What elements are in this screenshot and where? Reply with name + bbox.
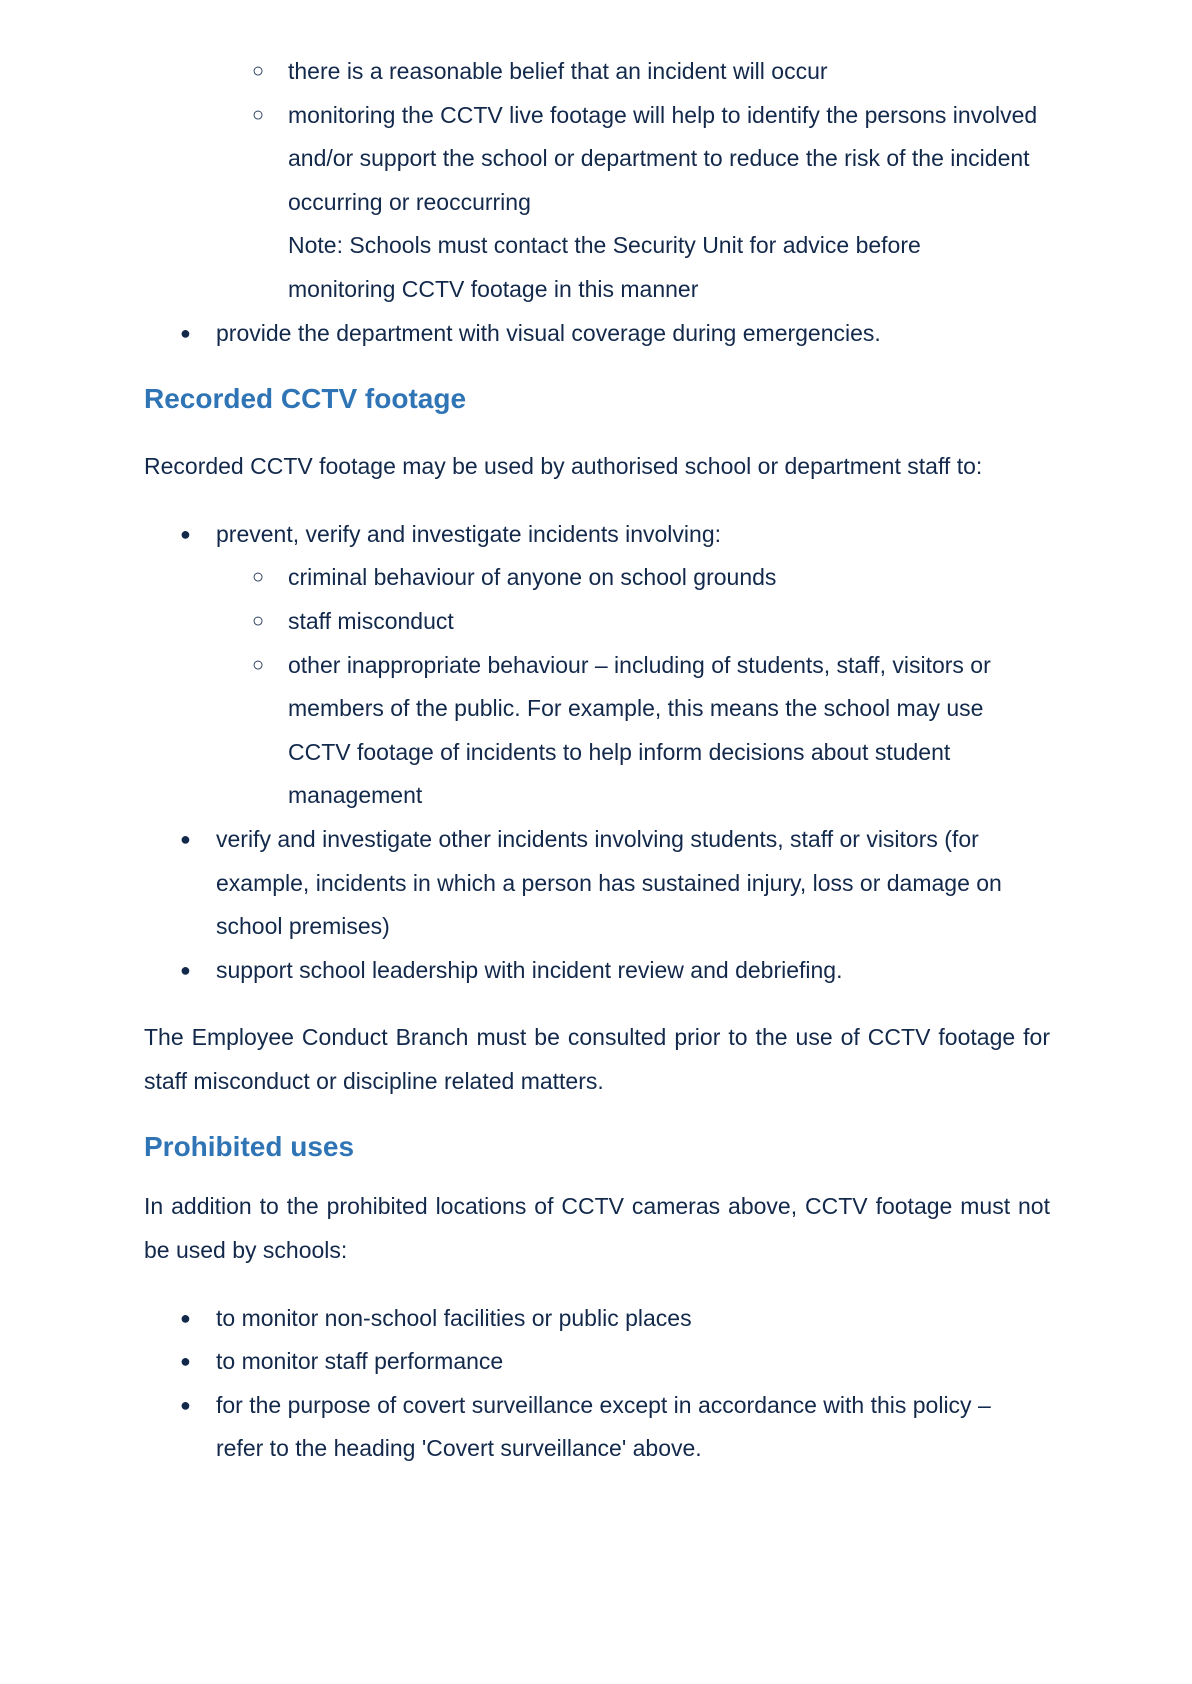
hollow-bullet-icon: ○ xyxy=(252,103,265,126)
list-item: ● support school leadership with incident review and debriefing. xyxy=(144,949,1050,993)
hollow-bullet-icon: ○ xyxy=(252,609,265,632)
recorded-intro: Recorded CCTV footage may be used by authorised school or department staff to: xyxy=(144,453,983,480)
list-item: ○ other inappropriate behaviour – including of students, staff, visitors or members of the public. For example, this means the school may use CCTV footage of incidents to help inform decisions about student management xyxy=(144,644,1050,818)
section-heading-prohibited: Prohibited uses xyxy=(144,1131,355,1163)
list-item: ○ there is a reasonable belief that an incident will occur xyxy=(144,50,1050,94)
prohibited-uses-list xyxy=(144,1297,1050,1471)
document-page xyxy=(144,50,1050,1471)
note-text: Note: Schools must contact the Security Unit for advice before monitoring CCTV footage in this manner xyxy=(288,232,921,302)
list-item: ● for the purpose of covert surveillance except in accordance with this policy – refer to the heading 'Covert surveillance' above. xyxy=(144,1384,1050,1471)
filled-bullet-icon: ● xyxy=(180,322,191,343)
list-item: ● prevent, verify and investigate incidents involving: xyxy=(144,513,1050,557)
list-item: ○ staff misconduct xyxy=(144,600,1050,644)
hollow-bullet-icon: ○ xyxy=(252,60,265,82)
list-item: ● verify and investigate other incidents involving students, staff or visitors (for example, incidents in which a person has sustained injury, loss or damage on school premises) xyxy=(144,818,1050,949)
filled-bullet-icon: ● xyxy=(180,1307,191,1328)
list-item: ○ criminal behaviour of anyone on school grounds xyxy=(144,556,1050,600)
list-item: ● to monitor staff performance xyxy=(144,1340,1050,1384)
list-item: ● to monitor non-school facilities or public places xyxy=(144,1297,1050,1341)
filled-bullet-icon: ● xyxy=(180,1394,191,1415)
filled-bullet-icon: ● xyxy=(180,523,191,544)
filled-bullet-icon: ● xyxy=(180,959,191,980)
list-item: ○ monitoring the CCTV live footage will help to identify the persons involved and/or support the school or department to reduce the risk of the incident occurring or reoccurring Note: Schools must contact the Security Unit for advice before monitoring CCTV footage in this manner xyxy=(144,94,1050,312)
filled-bullet-icon: ● xyxy=(180,828,191,849)
hollow-bullet-icon: ○ xyxy=(252,566,265,589)
recorded-uses-list xyxy=(144,513,1050,993)
live-footage-list xyxy=(144,50,1050,355)
prohibited-intro: In addition to the prohibited locations of CCTV cameras above, CCTV footage must not be used by schools: xyxy=(144,1193,1050,1264)
filled-bullet-icon: ● xyxy=(180,1351,191,1372)
section-heading-recorded: Recorded CCTV footage xyxy=(144,383,467,415)
employee-conduct-paragraph: The Employee Conduct Branch must be consulted prior to the use of CCTV footage for staff misconduct or discipline related matters. xyxy=(144,1024,1050,1094)
hollow-bullet-icon: ○ xyxy=(252,653,265,676)
list-item: ● provide the department with visual coverage during emergencies. xyxy=(144,312,1050,356)
